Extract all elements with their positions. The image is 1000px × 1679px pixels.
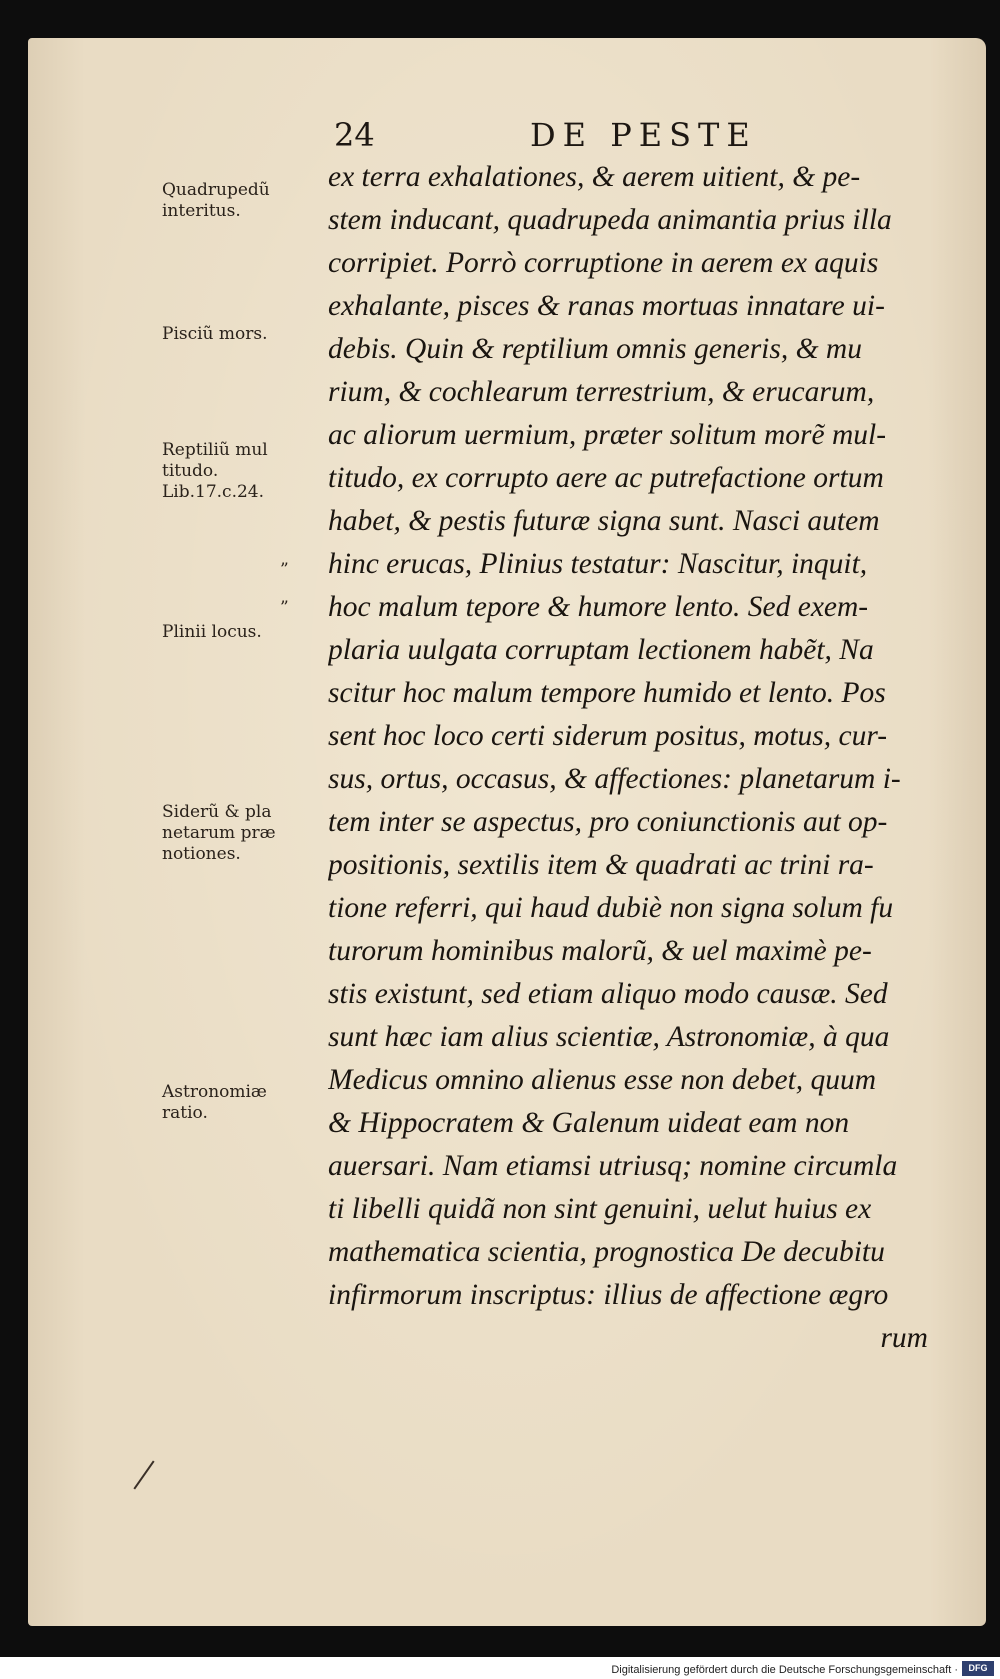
marginal-note-line: netarum præ: [162, 823, 276, 843]
marginal-note-line: Reptiliũ mul: [162, 440, 268, 460]
text-line: corripiet. Porrò corruptione in aerem ex aquis: [328, 247, 879, 279]
text-line: rium, & cochlearum terrestrium, & erucarum,: [328, 376, 875, 408]
text-line: debis. Quin & reptilium omnis generis, & mu: [328, 333, 862, 365]
book-page: [28, 38, 986, 1626]
text-line: sent hoc loco certi siderum positus, motus, cur-: [328, 720, 888, 752]
text-line: habet, & pestis futuræ signa sunt. Nasci autem: [328, 505, 880, 537]
text-line: tione referri, qui haud dubiè non signa solum fu: [328, 892, 894, 924]
running-title: DE PESTE: [530, 116, 757, 154]
marginal-note-line: ”: [280, 598, 289, 618]
marginal-note-line: Quadrupedũ: [162, 180, 270, 200]
text-line: turorum hominibus malorũ, & uel maximè pe-: [328, 935, 872, 967]
text-line: stis existunt, sed etiam aliquo modo causæ. Sed: [328, 978, 888, 1010]
marginal-note-siderum: [162, 802, 276, 865]
text-line: hinc erucas, Plinius testatur: Nascitur, inquit,: [328, 548, 868, 580]
marginal-note-line: interitus.: [162, 201, 241, 221]
text-line: ex terra exhalationes, & aerem uitient, & pe-: [328, 161, 861, 193]
marginal-note-astronomiae: [162, 1082, 267, 1124]
text-line: mathematica scientia, prognostica De decubitu: [328, 1236, 885, 1268]
text-line: & Hippocratem & Galenum uideat eam non: [328, 1107, 850, 1139]
text-line: auersari. Nam etiamsi utriusq; nomine circumla: [328, 1150, 898, 1182]
text-line: positionis, sextilis item & quadrati ac trini ra-: [328, 849, 874, 881]
text-line: hoc malum tepore & humore lento. Sed exem-: [328, 591, 869, 623]
text-line: titudo, ex corrupto aere ac putrefactione ortum: [328, 462, 884, 494]
marginal-note-line: Pisciũ mors.: [162, 324, 268, 344]
running-head: [28, 116, 986, 156]
footer-credit: Digitalisierung gefördert durch die Deutsche Forschungsgemeinschaft ·: [611, 1664, 958, 1676]
marginal-note-quadrupedum: [162, 180, 270, 222]
marginal-note-line: Astronomiæ: [162, 1082, 267, 1102]
catchword: rum: [880, 1322, 928, 1354]
dfg-logo: DFG: [962, 1661, 994, 1676]
marginal-note-plinii: [162, 622, 262, 643]
text-line: sunt hæc iam alius scientiæ, Astronomiæ, à qua: [328, 1021, 890, 1053]
marginal-note-piscium: [162, 324, 268, 345]
text-line: tem inter se aspectus, pro coniunctionis aut op-: [328, 806, 888, 838]
marginal-note-line: notiones.: [162, 844, 241, 864]
marginal-note-line: titudo.: [162, 461, 219, 481]
main-text-block: [328, 156, 968, 1360]
marginal-note-line: Lib.17.c.24.: [162, 482, 265, 502]
marginal-ditto-mark: [280, 560, 289, 581]
text-line: ac aliorum uermium, præter solitum morẽ mul-: [328, 419, 887, 451]
marginal-ditto-mark: [280, 598, 289, 619]
marginal-note-line: ratio.: [162, 1103, 208, 1123]
text-line: infirmorum inscriptus: illius de affectione ægro: [328, 1279, 889, 1311]
text-line: ti libelli quidã non sint genuini, uelut huius ex: [328, 1193, 872, 1225]
text-line: Medicus omnino alienus esse non debet, quum: [328, 1064, 877, 1096]
text-line: stem inducant, quadrupeda animantia prius illa: [328, 204, 892, 236]
marginal-note-line: Siderũ & pla: [162, 802, 272, 822]
text-line: scitur hoc malum tempore humido et lento. Pos: [328, 677, 886, 709]
page-number: 24: [334, 116, 375, 154]
text-line: sus, ortus, occasus, & affectiones: planetarum i-: [328, 763, 901, 795]
text-line: plaria uulgata corruptam lectionem habẽt, Na: [328, 634, 874, 666]
pencil-stroke-mark: [133, 1461, 154, 1490]
marginal-note-line: Plinii locus.: [162, 622, 262, 642]
digitization-footer: [0, 1657, 1000, 1679]
marginal-note-line: ”: [280, 560, 289, 580]
text-line: exhalante, pisces & ranas mortuas innatare ui-: [328, 290, 885, 322]
marginal-note-reptilium: [162, 440, 268, 503]
